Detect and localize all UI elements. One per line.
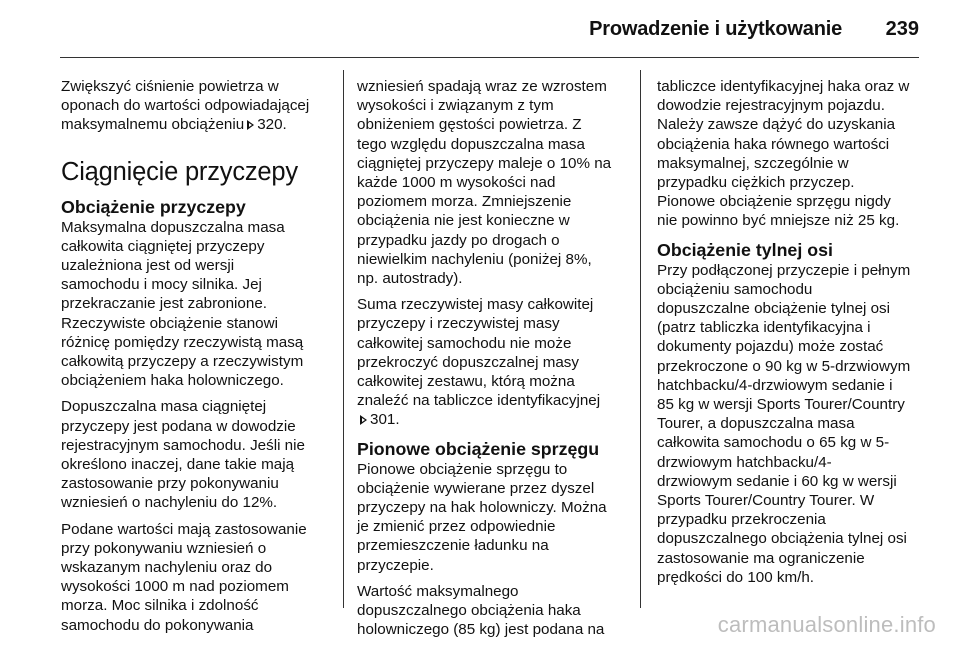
total-mass-page-ref[interactable]: 301. (370, 411, 400, 429)
paragraph-coupling-definition: Pionowe obciążenie sprzęgu to obciążenie wywierane przez dyszel przyczepy na hak holowniczy. Można je zmienić przez odpowiednie przemieszczenie ładunku na przyczepie. (357, 460, 607, 574)
subsection-title-coupling-load: Pionowe obciążenie sprzęgu (357, 438, 600, 459)
page-number: 239 (885, 18, 919, 40)
intro-page-ref[interactable]: 320. (257, 116, 287, 134)
paragraph-registration: Dopuszczalna masa ciągniętej przyczepy jest podana w dowodzie rejestracyjnym samochodu. Jeśli nie określono inaczej, dane takie mają zastosowanie przy pokonywaniu wzniesień o nachyleniu do 12%. (61, 398, 305, 512)
page-reference-icon (359, 414, 368, 425)
column-2 (357, 77, 629, 646)
page-reference-icon (246, 119, 255, 130)
paragraph-coupling-max: Wartość maksymalnego dopuszczalnego obciążenia haka holowniczego (85 kg) jest podana na (357, 582, 605, 639)
column-divider-1 (343, 70, 344, 608)
paragraph-altitude: Podane wartości mają zastosowanie przy pokonywaniu wzniesień o wskazanym nachyleniu oraz do wysokości 1000 m nad poziomem morza. Moc silnika i zdolność samochodu do pokonywania (61, 520, 307, 634)
column-divider-2 (640, 70, 641, 608)
subsection-title-rear-axle: Obciążenie tylnej osi (657, 239, 833, 260)
paragraph-rear-axle: Przy podłączonej przyczepie i pełnym obciążeniu samochodu dopuszczalne obciążenie tylnej osi (patrz tabliczka identyfikacyjna i dokumenty pojazdu) może zostać przekroczone o 90 kg w 5-drzwiowym hatchbacku/4-drzwiowym sedanie i 85 kg w wersji Sports Tourer/Country Tourer, a dopuszczalna masa całkowita samochodu o 65 kg w 5- drzwiowym hatchbacku/4- drzwiowym sedanie i 60 kg w wersji Sports Tourer/Country Tourer. W przypadku przekroczenia dopuszczalnego obciążenia tylnej osi zastosowanie ma ograniczenie prędkości do 100 km/h. (657, 261, 911, 586)
paragraph-coupling-cont: tabliczce identyfikacyjnej haka oraz w dowodzie rejestracyjnym pojazdu. Należy zawsze dążyć do uzyskania obciążenia haka równego wartości maksymalnej, szczególnie w przypadku ciężkich przyczep. Pionowe obciążenie sprzęgu nigdy nie powinno być mniejsze niż 25 kg. (657, 78, 910, 230)
header-divider (60, 57, 919, 58)
intro-paragraph (61, 77, 333, 135)
column-3 (657, 77, 927, 594)
total-mass-text: Suma rzeczywistej masy całkowitej przyczepy i rzeczywistej masy całkowitej samochodu nie może przekroczyć dopuszczalnej masy całkowitej zestawu, którą można znaleźć na tabliczce identyfikacyjnej (357, 296, 601, 410)
page-header (0, 0, 960, 58)
section-title: Ciągnięcie przyczepy (61, 157, 298, 186)
paragraph-altitude-cont: wzniesień spadają wraz ze wzrostem wysokości i związanym z tym obniżeniem gęstości powietrza. Z tego względu dopuszczalna masa ciągniętej przyczepy maleje o 10% na każde 1000 m wysokości nad poziomem morza. Zmniejszenie obciążenia nie jest konieczne w przypadku jazdy po drogach o niewielkim nachyleniu (poniżej 8%, np. autostrady). (357, 78, 612, 288)
column-1 (61, 77, 333, 642)
subsection-title-trailer-load: Obciążenie przyczepy (61, 196, 246, 217)
intro-text: Zwiększyć ciśnienie powietrza w oponach do wartości odpowiadającej maksymalnemu obciążeniu (61, 78, 310, 134)
watermark-text: carmanualsonline.info (717, 612, 936, 637)
header-title: Prowadzenie i użytkowanie (589, 18, 842, 40)
paragraph-total-mass (357, 295, 629, 429)
paragraph-max-mass: Maksymalna dopuszczalna masa całkowita ciągniętej przyczepy uzależniona jest od wersji samochodu i mocy silnika. Jej przekraczanie jest zabronione. Rzeczywiste obciążenie stanowi różnicę pomiędzy rzeczywistą masą całkowitą przyczepy a rzeczywistym obciążeniem haka holowniczego. (61, 218, 304, 390)
